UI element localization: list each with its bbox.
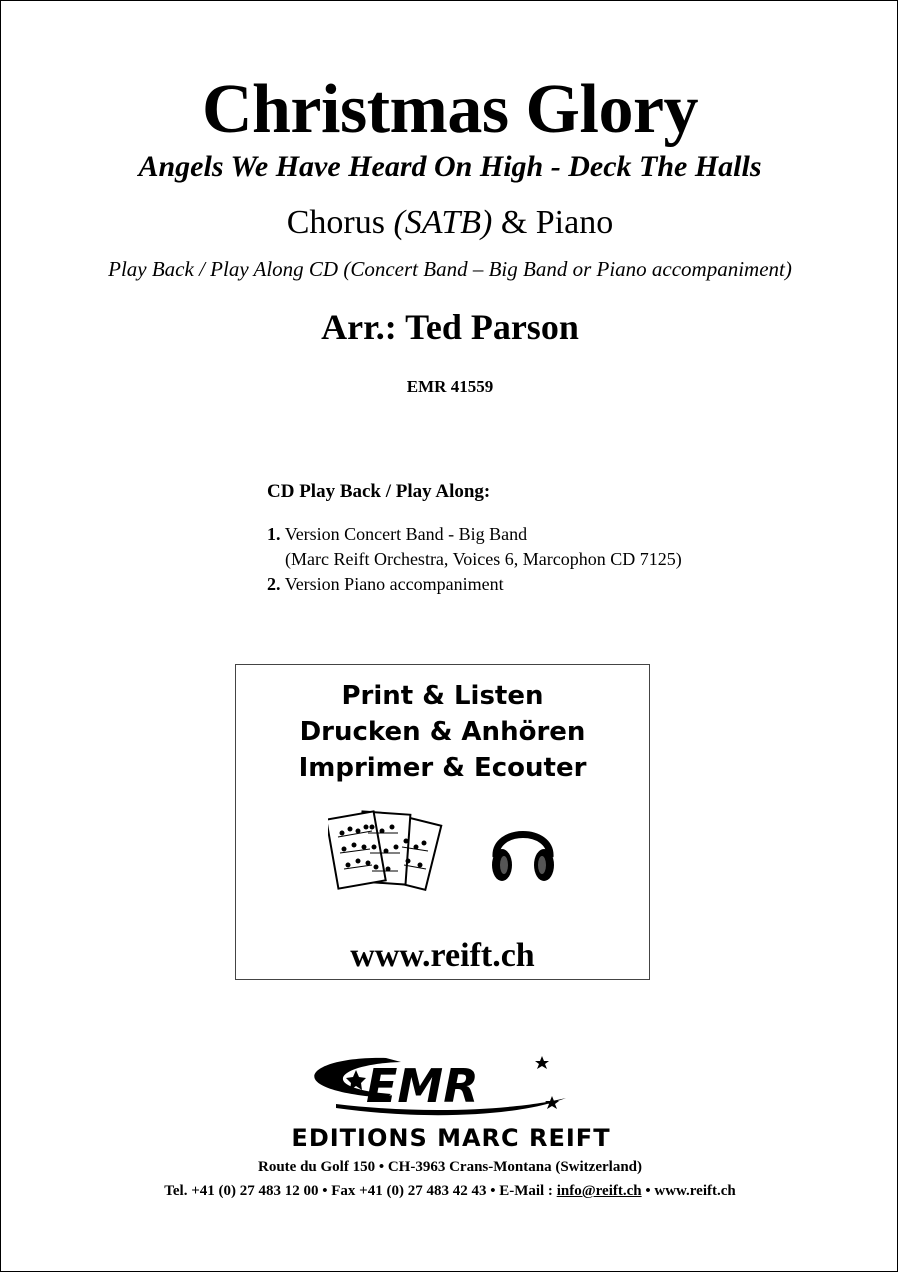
promo-line-german: Drucken & Anhören	[299, 717, 586, 747]
promo-line-english: Print & Listen	[341, 681, 544, 711]
cd-item-number: 2.	[267, 574, 281, 594]
publisher-name: EDITIONS MARC REIFT	[291, 1124, 611, 1152]
cd-heading: CD Play Back / Play Along:	[267, 481, 491, 502]
page-title: Christmas Glory	[201, 71, 699, 148]
publisher-address: Route du Golf 150 • CH-3963 Crans-Montana (Switzerland)	[258, 1159, 642, 1175]
playback-note: Play Back / Play Along CD (Concert Band – Big Band or Piano accompaniment)	[108, 257, 792, 281]
cd-item	[267, 524, 527, 545]
scoring	[0, 204, 900, 242]
cd-item-text: (Marc Reift Orchestra, Voices 6, Marcophon CD 7125)	[285, 549, 682, 569]
cd-item-text: Version Piano accompaniment	[284, 574, 504, 594]
scoring-before: Chorus	[286, 204, 394, 241]
web-suffix[interactable]: • www.reift.ch	[641, 1183, 736, 1199]
email-link[interactable]: info@reift.ch	[556, 1183, 642, 1199]
cd-item-text: Version Concert Band - Big Band	[284, 524, 528, 544]
promo-line-french: Imprimer & Ecouter	[298, 753, 587, 783]
headphones-icon	[488, 813, 558, 889]
catalog-number: EMR 41559	[406, 377, 494, 396]
print-listen-box	[235, 664, 650, 980]
scoring-after: & Piano	[492, 204, 614, 241]
emr-logo-text: EMR	[366, 1059, 479, 1113]
subtitle: Angels We Have Heard On High - Deck The Halls	[138, 150, 762, 183]
cd-item-number: 1.	[267, 524, 281, 544]
phone-fax-text: Tel. +41 (0) 27 483 12 00 • Fax +41 (0) 27 483 42 43 • E-Mail :	[164, 1183, 557, 1199]
sheet-music-icon	[328, 807, 458, 901]
publisher-contact	[0, 1183, 900, 1200]
promo-url[interactable]: www.reift.ch	[350, 937, 535, 974]
arranger: Arr.: Ted Parson	[321, 307, 579, 347]
cd-item	[267, 574, 504, 595]
emr-logo	[236, 1050, 666, 1154]
cd-item	[285, 549, 682, 570]
scoring-voices: (SATB)	[393, 204, 493, 241]
